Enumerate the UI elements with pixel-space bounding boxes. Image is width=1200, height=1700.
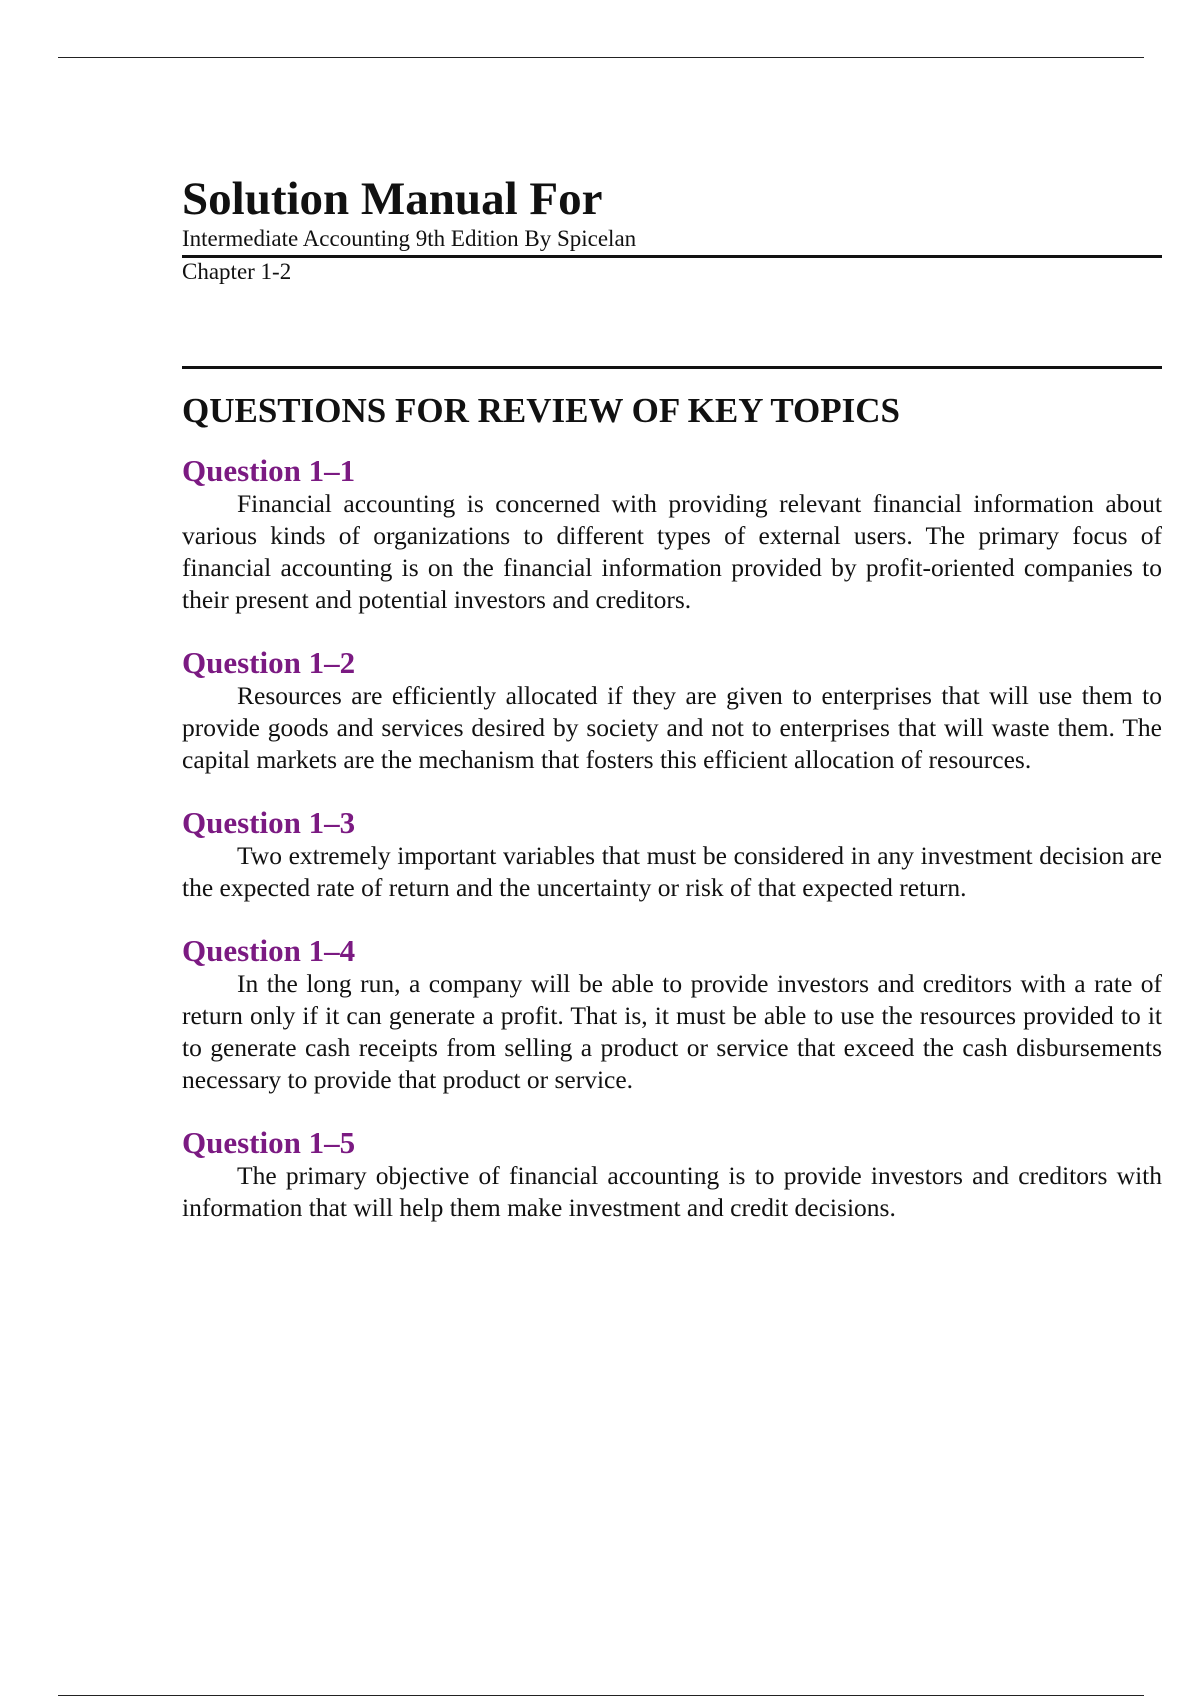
document-subtitle: Intermediate Accounting 9th Edition By Spicelan xyxy=(182,226,1162,258)
question-title: Question 1–1 xyxy=(182,453,356,488)
question-answer: Financial accounting is concerned with providing relevant financial information about various kinds of organizations to different types of external users. The primary focus of financial accounting is on the financial information provided by profit-oriented companies to their present and potential investors and creditors. xyxy=(182,489,1162,614)
question-item-1-4 xyxy=(182,934,1162,1096)
question-item-1-5 xyxy=(182,1126,1162,1224)
question-answer: The primary objective of financial accounting is to provide investors and creditors with information that will help them make investment and credit decisions. xyxy=(182,1161,1162,1222)
page-top-rule xyxy=(58,57,1144,58)
question-answer: In the long run, a company will be able to provide investors and creditors with a rate of return only if it can generate a profit. That is, it must be able to use the resources provided to it to generate cash receipts from selling a product or service that exceed the cash disbursements necessary to provide that product or service. xyxy=(182,969,1162,1094)
question-title: Question 1–4 xyxy=(182,933,356,968)
question-answer: Resources are efficiently allocated if they are given to enterprises that will use them to provide goods and services desired by society and not to enterprises that will waste them. The capital markets are the mechanism that fosters this efficient allocation of resources. xyxy=(182,681,1162,774)
section-divider xyxy=(182,366,1162,369)
question-title: Question 1–3 xyxy=(182,805,356,840)
chapter-label: Chapter 1-2 xyxy=(182,259,292,284)
question-title: Question 1–5 xyxy=(182,1125,356,1160)
section-heading: QUESTIONS FOR REVIEW OF KEY TOPICS xyxy=(182,391,900,430)
document-content xyxy=(182,172,1162,1254)
question-title: Question 1–2 xyxy=(182,645,356,680)
question-item-1-2 xyxy=(182,646,1162,776)
document-title: Solution Manual For xyxy=(182,173,603,225)
question-item-1-3 xyxy=(182,806,1162,904)
page-bottom-rule xyxy=(58,1695,1144,1696)
question-answer: Two extremely important variables that must be considered in any investment decision are the expected rate of return and the uncertainty or risk of that expected return. xyxy=(182,841,1162,902)
question-item-1-1 xyxy=(182,454,1162,616)
question-list xyxy=(182,454,1162,1224)
